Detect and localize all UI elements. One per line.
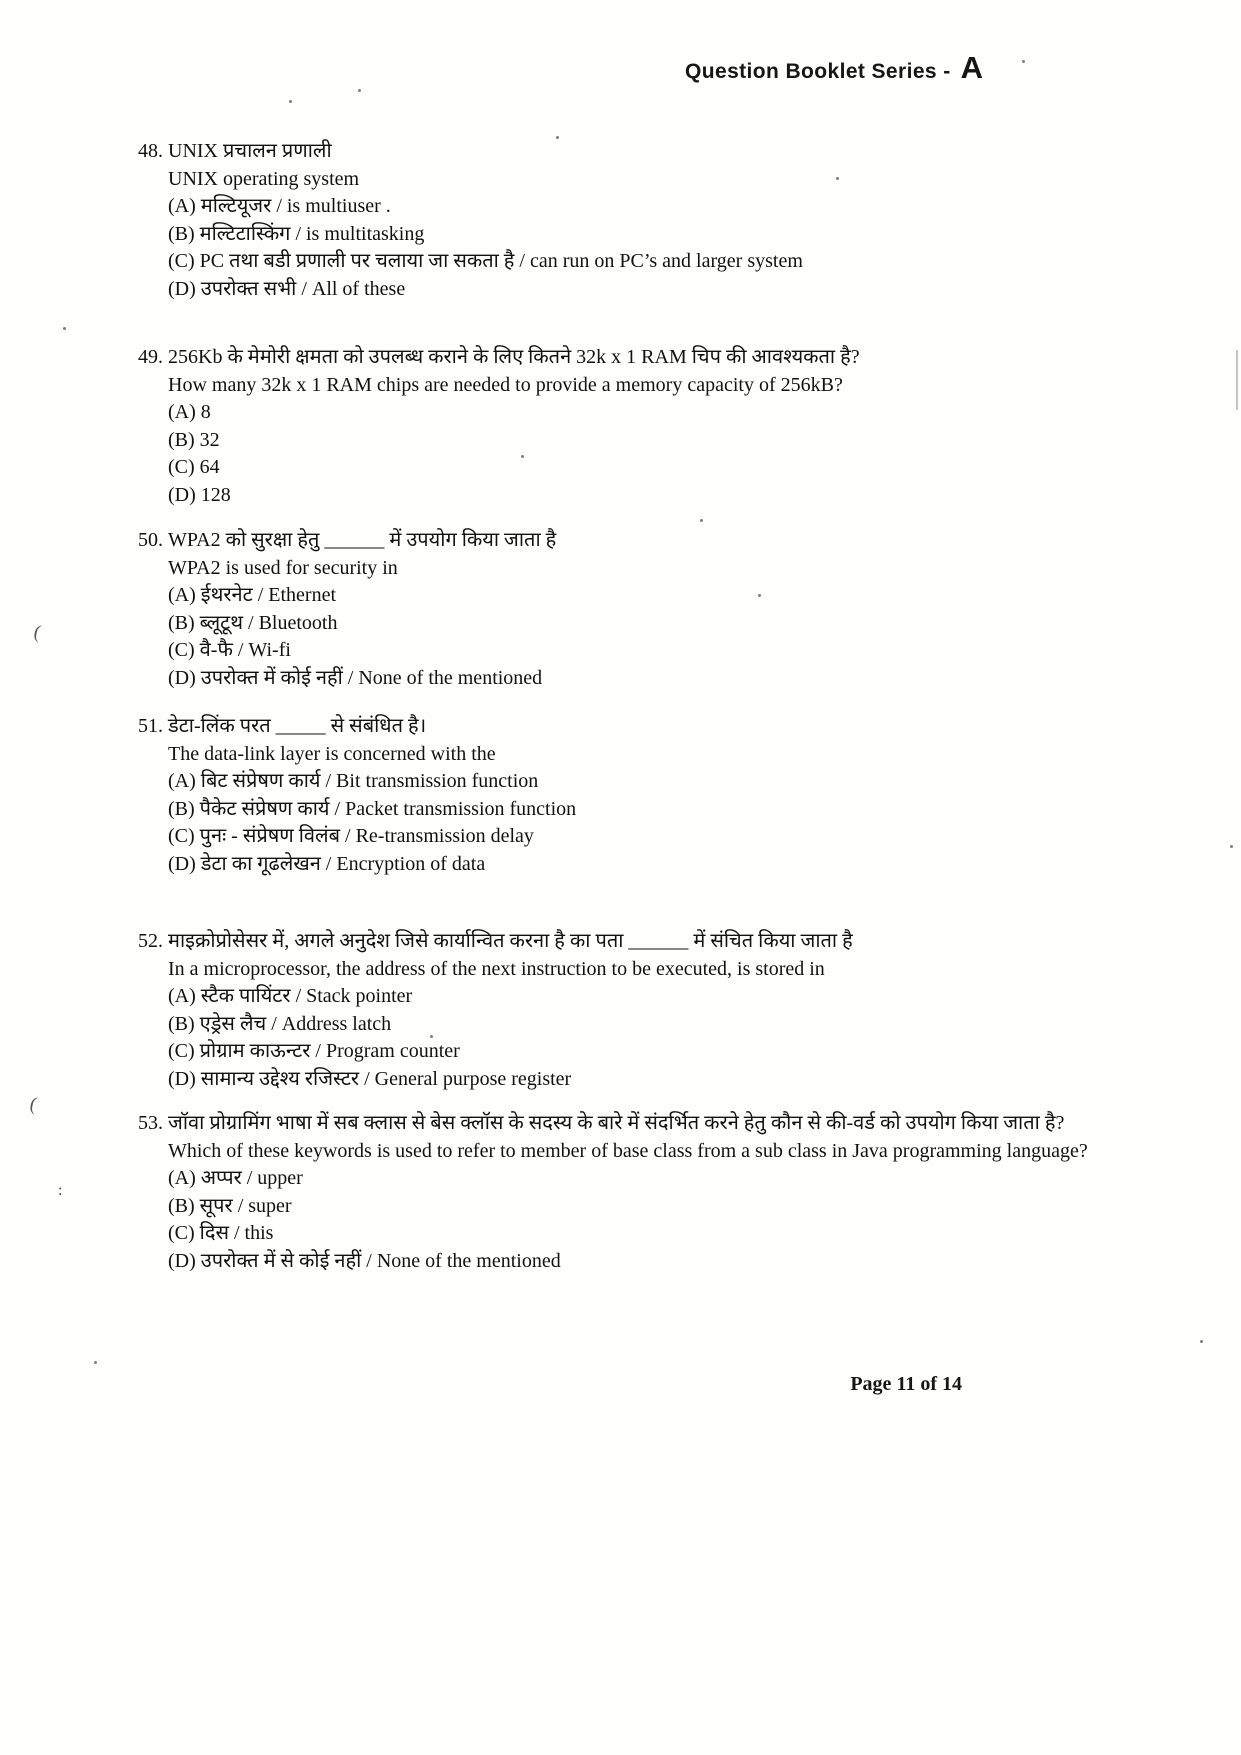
question-english-text: In a microprocessor, the address of the next instruction to be executed, is stored in <box>168 957 825 980</box>
question-48 <box>0 138 1241 303</box>
option-b: (B) एड्रेस लैच / Address latch <box>168 1012 392 1035</box>
option-a: (A) स्टैक पायिंटर / Stack pointer <box>168 985 413 1007</box>
option-c: (C) वै-फै / Wi-fi <box>168 639 291 661</box>
question-hindi-text: डेटा-लिंक परत _____ से संबंधित है। <box>168 715 427 737</box>
question-number: 51. <box>138 715 163 737</box>
booklet-series-label: Question Booklet Series - <box>685 60 951 83</box>
scan-speck <box>700 519 703 522</box>
scan-speck <box>63 327 66 330</box>
option-a: (A) अप्पर / upper <box>168 1167 303 1189</box>
option-c: (C) दिस / this <box>168 1222 274 1244</box>
question-hindi-text: जॉवा प्रोग्रामिंग भाषा में सब क्लास से बेस क्लॉस के सदस्य के बारे में संदर्भित करने हेतु कौन से की-वर्ड को उपयोग किया जाता है? <box>168 1112 1065 1134</box>
page-number-label: Page 11 of 14 <box>850 1373 962 1395</box>
scan-speck <box>94 1361 97 1364</box>
option-d: (D) 128 <box>168 483 231 506</box>
question-49 <box>0 344 1241 509</box>
option-d: (D) सामान्य उद्देश्य रजिस्टर / General purpose register <box>168 1067 572 1090</box>
question-hindi-text: 256Kb के मेमोरी क्षमता को उपलब्ध कराने के लिए कितने 32k x 1 RAM चिप की आवश्यकता है? <box>168 346 860 368</box>
option-c: (C) प्रोग्राम काऊन्टर / Program counter <box>168 1040 460 1062</box>
question-english-text: UNIX operating system <box>168 167 360 190</box>
question-english-text: How many 32k x 1 RAM chips are needed to provide a memory capacity of 256kB? <box>168 373 843 396</box>
option-c: (C) 64 <box>168 456 220 478</box>
option-b: (B) ब्लूटूथ / Bluetooth <box>168 611 338 634</box>
question-50 <box>0 527 1241 692</box>
option-d: (D) उपरोक्त सभी / All of these <box>168 277 406 300</box>
option-d: (D) उपरोक्त में से कोई नहीं / None of the mentioned <box>168 1249 561 1272</box>
option-a: (A) मल्टियूजर / is multiuser . <box>168 195 391 217</box>
question-51 <box>0 713 1241 878</box>
scan-speck <box>836 177 839 180</box>
question-number: 50. <box>138 529 163 551</box>
option-a: (A) 8 <box>168 401 211 423</box>
question-english-text: Which of these keywords is used to refer to member of base class from a sub class in Java programming language? <box>168 1139 1088 1162</box>
scan-margin-mark: ( <box>31 621 43 644</box>
option-c: (C) PC तथा बडी प्रणाली पर चलाया जा सकता है / can run on PC’s and larger system <box>168 250 803 272</box>
scan-speck <box>1200 1340 1203 1343</box>
option-d: (D) डेटा का गूढलेखन / Encryption of data <box>168 852 486 875</box>
question-hindi-text: UNIX प्रचालन प्रणाली <box>168 140 332 162</box>
question-hindi-text: WPA2 को सुरक्षा हेतु ______ में उपयोग किया जाता है <box>168 529 557 551</box>
scan-margin-mark: : <box>58 1182 63 1199</box>
scan-speck <box>758 594 761 597</box>
question-number: 52. <box>138 930 163 952</box>
option-a: (A) ईथरनेट / Ethernet <box>168 584 337 606</box>
scan-speck <box>1022 60 1025 63</box>
question-number: 49. <box>138 346 163 368</box>
question-52 <box>0 928 1241 1093</box>
scan-speck <box>556 136 559 139</box>
scan-speck <box>358 89 361 92</box>
booklet-series-letter: A <box>960 50 983 85</box>
option-c: (C) पुनः - संप्रेषण विलंब / Re-transmission delay <box>168 825 534 847</box>
scan-speck <box>430 1035 433 1038</box>
option-a: (A) बिट संप्रेषण कार्य / Bit transmission function <box>168 770 539 792</box>
question-english-text: WPA2 is used for security in <box>168 556 398 579</box>
question-hindi-text: माइक्रोप्रोसेसर में, अगले अनुदेश जिसे कार्यान्वित करना है का पता ______ में संचित किया जाता है <box>168 930 853 952</box>
option-b: (B) मल्टिटास्किंग / is multitasking <box>168 222 425 245</box>
scan-edge-artifact <box>1236 350 1238 410</box>
question-english-text: The data-link layer is concerned with the <box>168 742 496 765</box>
option-b: (B) 32 <box>168 428 220 451</box>
scan-speck <box>289 100 292 103</box>
booklet-header <box>685 52 983 84</box>
option-b: (B) सूपर / super <box>168 1194 292 1217</box>
option-d: (D) उपरोक्त में कोई नहीं / None of the mentioned <box>168 666 543 689</box>
question-53 <box>0 1110 1241 1275</box>
scan-margin-mark: ( <box>27 1093 39 1116</box>
scan-speck <box>521 455 524 458</box>
question-number: 48. <box>138 140 163 162</box>
scan-speck <box>1230 845 1233 848</box>
option-b: (B) पैकेट संप्रेषण कार्य / Packet transmission function <box>168 797 577 820</box>
question-number: 53. <box>138 1112 163 1134</box>
